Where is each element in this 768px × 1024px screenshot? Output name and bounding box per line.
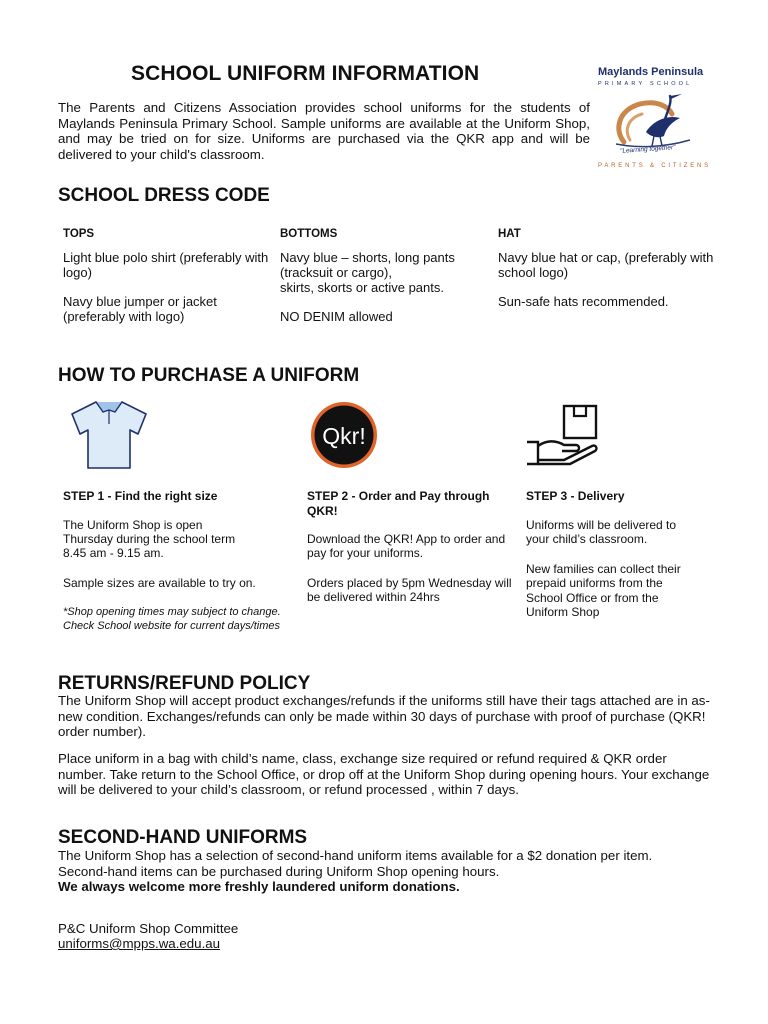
step3-text-2: New families can collect their prepaid uniforms from the School Office or from the Uniform Shop xyxy=(526,562,681,620)
step1-text-1: The Uniform Shop is open xyxy=(63,518,203,532)
qkr-app-icon xyxy=(306,400,382,472)
returns-paragraph-2: Place uniform in a bag with child’s name, class, exchange size required or refund required & QKR order number. Take return to the School Office, or drop off at the Uniform Shop during opening hours. Your exchange will be delivered to your child’s classroom, or refund processed , within 7 days. xyxy=(58,751,710,798)
bottoms-text-2: skirts, skorts or active pants. xyxy=(280,280,444,295)
logo-school-name: Maylands Peninsula xyxy=(598,66,704,78)
step1-note-2: Check School website for current days/times xyxy=(63,620,281,632)
logo-motto: "Learning together" xyxy=(619,144,676,155)
tops-label: TOPS xyxy=(63,228,95,240)
step1-text-2: Thursday during the school term xyxy=(63,532,236,546)
contact-email-link[interactable]: uniforms@mpps.wa.edu.au xyxy=(58,936,221,951)
returns-heading: RETURNS/REFUND POLICY xyxy=(58,673,311,694)
second-hand-line-2: Second-hand items can be purchased during Uniform Shop opening hours. xyxy=(58,864,500,879)
qkr-icon-text: Qkr! xyxy=(322,423,366,449)
page-title: SCHOOL UNIFORM INFORMATION xyxy=(131,62,480,85)
logo-school-type: PRIMARY SCHOOL xyxy=(598,81,693,87)
returns-paragraph-1: The Uniform Shop will accept product exchanges/refunds if the uniforms still have their tags attached are in as-new condition. Exchanges/refunds can only be made within 30 days of purchase with proof of purchase (QKR! order number). xyxy=(58,693,710,740)
logo-group: PARENTS & CITIZENS xyxy=(598,163,711,169)
step2-text-1: Download the QKR! App to order and pay for your uniforms. xyxy=(307,532,506,561)
second-hand-line-1: The Uniform Shop has a selection of second-hand uniform items available for a $2 donation per item. xyxy=(58,848,653,863)
delivery-hand-box-icon xyxy=(524,402,604,468)
step2-title: STEP 2 - Order and Pay through QKR! xyxy=(307,489,490,518)
purchase-heading: HOW TO PURCHASE A UNIFORM xyxy=(58,365,360,386)
hat-text-1: Navy blue hat or cap, (preferably with school logo) xyxy=(498,250,714,280)
bottoms-text-1: Navy blue – shorts, long pants (tracksuit or cargo), xyxy=(280,250,455,280)
hat-text-2: Sun-safe hats recommended. xyxy=(498,294,669,309)
step1-text-4: Sample sizes are available to try on. xyxy=(63,576,256,590)
polo-shirt-icon xyxy=(66,398,152,472)
second-hand-heading: SECOND-HAND UNIFORMS xyxy=(58,827,308,848)
second-hand-line-3: We always welcome more freshly laundered uniform donations. xyxy=(58,879,460,894)
hat-label: HAT xyxy=(498,228,521,240)
tops-text-2: Navy blue jumper or jacket (preferably with logo) xyxy=(63,294,217,324)
dress-code-heading: SCHOOL DRESS CODE xyxy=(58,185,270,206)
committee-name: P&C Uniform Shop Committee xyxy=(58,921,239,936)
bottoms-text-3: NO DENIM allowed xyxy=(280,309,393,324)
step1-title: STEP 1 - Find the right size xyxy=(63,489,218,503)
step3-text-1: Uniforms will be delivered to your child’s classroom. xyxy=(526,518,677,547)
tops-text-1: Light blue polo shirt (preferably with logo) xyxy=(63,250,269,280)
intro-paragraph: The Parents and Citizens Association provides school uniforms for the students of Maylands Peninsula Primary School. Sample uniforms are available at the Uniform Shop, and may be tried on for size. Uniforms are purchased via the QKR app and will be delivered to your child's classroom. xyxy=(58,100,590,162)
bottoms-label: BOTTOMS xyxy=(280,228,338,240)
heron-logo-icon xyxy=(606,92,698,150)
step1-text-3: 8.45 am - 9.15 am. xyxy=(63,546,164,560)
step3-title: STEP 3 - Delivery xyxy=(526,489,625,503)
step1-note-1: *Shop opening times may subject to change. xyxy=(63,606,281,618)
step2-text-2: Orders placed by 5pm Wednesday will be delivered within 24hrs xyxy=(307,576,512,605)
